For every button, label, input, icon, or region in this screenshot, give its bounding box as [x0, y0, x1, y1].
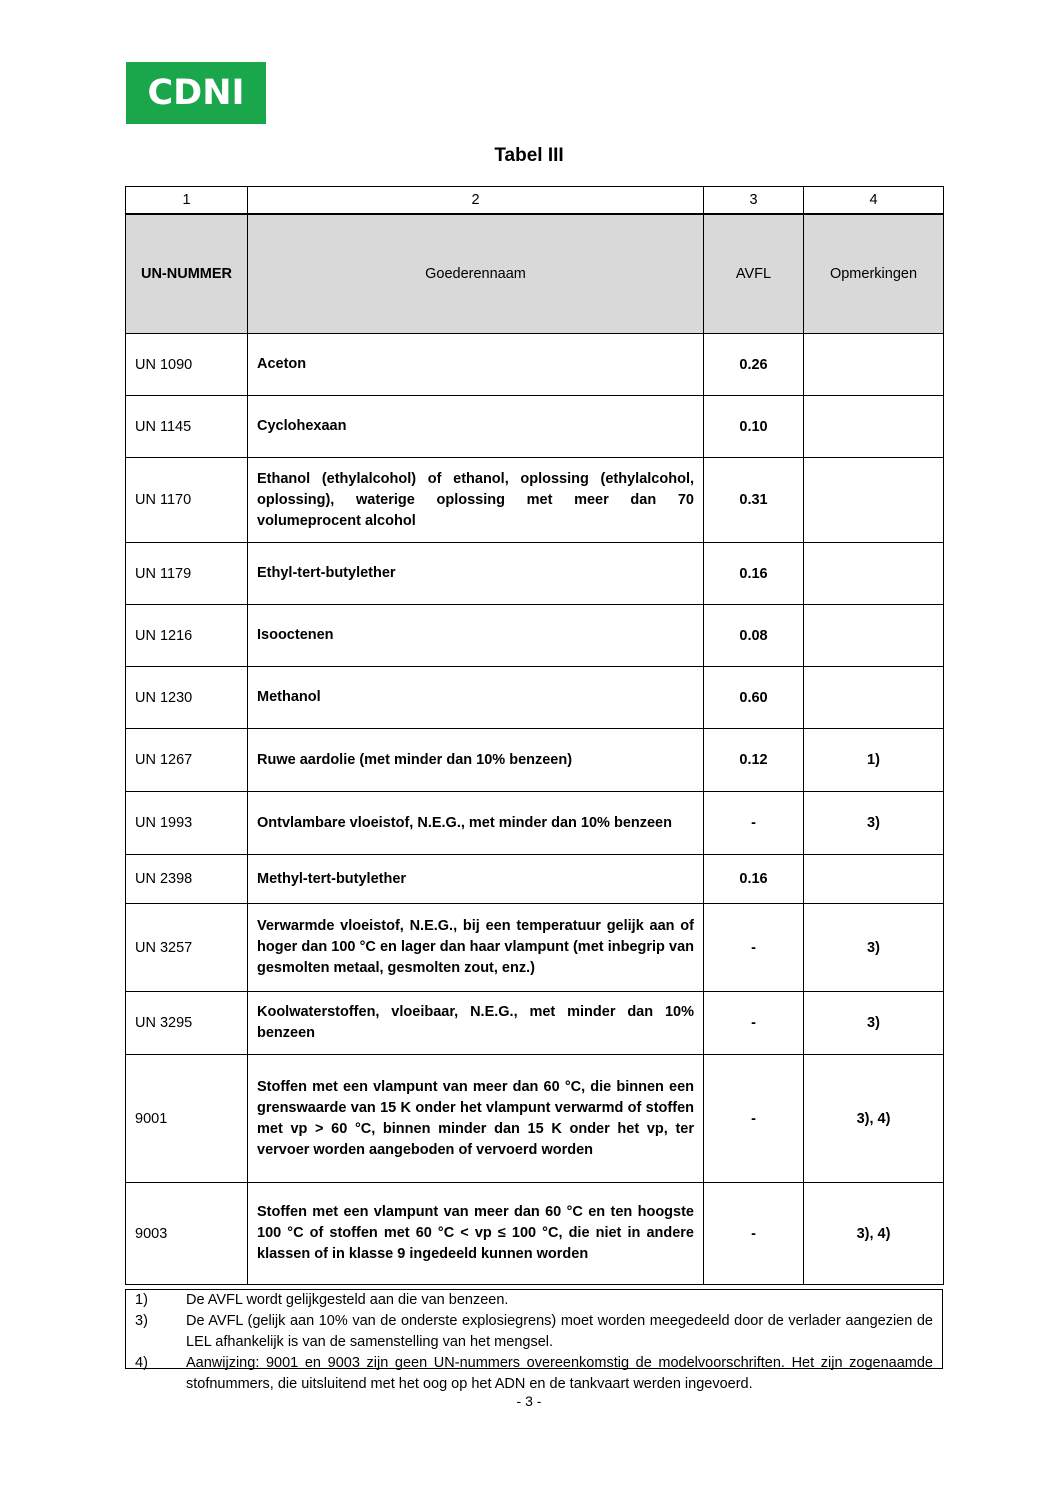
column-number: 4 [804, 187, 944, 215]
opmerkingen-cell [804, 396, 944, 458]
avfl-cell: - [704, 992, 804, 1055]
avfl-cell: - [704, 1055, 804, 1183]
avfl-cell: 0.60 [704, 667, 804, 729]
page-number: - 3 - [516, 1393, 542, 1409]
opmerkingen-cell [804, 667, 944, 729]
header-avfl: AVFL [704, 214, 804, 334]
opmerkingen-cell: 3) [804, 992, 944, 1055]
un-number-cell: UN 1170 [126, 458, 248, 543]
un-number-cell: UN 1216 [126, 605, 248, 667]
un-number-cell: UN 2398 [126, 855, 248, 904]
opmerkingen-cell [804, 543, 944, 605]
avfl-cell: - [704, 904, 804, 992]
avfl-cell: 0.10 [704, 396, 804, 458]
un-number-cell: 9001 [126, 1055, 248, 1183]
table-title: Tabel III [494, 145, 564, 166]
un-number-cell: UN 1179 [126, 543, 248, 605]
header-opmerkingen: Opmerkingen [804, 214, 944, 334]
opmerkingen-cell: 3) [804, 904, 944, 992]
un-number-cell: UN 3295 [126, 992, 248, 1055]
footnote-text: Aanwijzing: 9001 en 9003 zijn geen UN-nummers overeenkomstig de modelvoorschriften. Het zijn zogenaamde stofnummers, die uitsluitend met het oog op het ADN en de tankvaart werden ingevoerd. [186, 1355, 933, 1392]
goederennaam-cell: Ethyl-tert-butylether [248, 543, 704, 605]
footnote [126, 1290, 942, 1311]
footnote-number: 3) [135, 1313, 148, 1329]
goederennaam-cell: Koolwaterstoffen, vloeibaar, N.E.G., met minder dan 10% benzeen [248, 992, 704, 1055]
table-row [126, 1183, 944, 1285]
avfl-cell: 0.16 [704, 855, 804, 904]
footnote-text: De AVFL wordt gelijkgesteld aan die van benzeen. [186, 1292, 509, 1308]
column-number: 1 [126, 187, 248, 215]
goederennaam-cell: Ruwe aardolie (met minder dan 10% benzeen) [248, 729, 704, 792]
table-row [126, 458, 944, 543]
goederennaam-cell: Ontvlambare vloeistof, N.E.G., met minder dan 10% benzeen [248, 792, 704, 855]
column-number: 2 [248, 187, 704, 215]
opmerkingen-cell [804, 855, 944, 904]
goederennaam-cell: Verwarmde vloeistof, N.E.G., bij een temperatuur gelijk aan of hoger dan 100 °C en lager dan haar vlampunt (met inbegrip van gesmolten metaal, gesmolten zout, enz.) [248, 904, 704, 992]
opmerkingen-cell [804, 458, 944, 543]
opmerkingen-cell: 3), 4) [804, 1183, 944, 1285]
table-row [126, 992, 944, 1055]
goederennaam-cell: Stoffen met een vlampunt van meer dan 60 °C en ten hoogste 100 °C of stoffen met 60 °C < vp ≤ 100 °C, die niet in andere klassen of in klasse 9 ingedeeld kunnen worden [248, 1183, 704, 1285]
header-row [126, 214, 944, 334]
substance-table [125, 186, 944, 1285]
table-row [126, 667, 944, 729]
table-row [126, 334, 944, 396]
footnote-number: 1) [135, 1292, 148, 1308]
opmerkingen-cell: 1) [804, 729, 944, 792]
footnote-text: De AVFL (gelijk aan 10% van de onderste explosiegrens) moet worden meegedeeld door de verlader aangezien de LEL afhankelijk is van de samenstelling van het mengsel. [186, 1313, 933, 1350]
un-number-cell: UN 3257 [126, 904, 248, 992]
un-number-cell: UN 1230 [126, 667, 248, 729]
goederennaam-cell: Aceton [248, 334, 704, 396]
un-number-cell: UN 1145 [126, 396, 248, 458]
header-un-nummer: UN-NUMMER [126, 214, 248, 334]
footnote [126, 1311, 942, 1353]
footnote [126, 1353, 942, 1395]
footnotes [125, 1289, 943, 1392]
cdni-logo [126, 62, 266, 124]
avfl-cell: 0.31 [704, 458, 804, 543]
table-row [126, 1055, 944, 1183]
avfl-cell: 0.08 [704, 605, 804, 667]
avfl-cell: - [704, 1183, 804, 1285]
table-row [126, 792, 944, 855]
table-row [126, 543, 944, 605]
column-number-row [126, 187, 944, 215]
opmerkingen-cell: 3) [804, 792, 944, 855]
opmerkingen-cell [804, 334, 944, 396]
column-number: 3 [704, 187, 804, 215]
goederennaam-cell: Isooctenen [248, 605, 704, 667]
table-row [126, 396, 944, 458]
opmerkingen-cell: 3), 4) [804, 1055, 944, 1183]
goederennaam-cell: Cyclohexaan [248, 396, 704, 458]
table-row [126, 904, 944, 992]
goederennaam-cell: Ethanol (ethylalcohol) of ethanol, oplossing (ethylalcohol, oplossing), waterige oplossing met meer dan 70 volumeprocent alcohol [248, 458, 704, 543]
header-goederennaam: Goederennaam [248, 214, 704, 334]
goederennaam-cell: Stoffen met een vlampunt van meer dan 60 °C, die binnen een grenswaarde van 15 K onder het vlampunt verwarmd of stoffen met vp > 60 °C, binnen minder dan 15 K onder het vp, ter vervoer worden aangeboden of vervoerd worden [248, 1055, 704, 1183]
goederennaam-cell: Methyl-tert-butylether [248, 855, 704, 904]
logo-text: CDNI [147, 73, 245, 113]
avfl-cell: 0.12 [704, 729, 804, 792]
un-number-cell: UN 1993 [126, 792, 248, 855]
footnote-number: 4) [135, 1355, 148, 1371]
un-number-cell: 9003 [126, 1183, 248, 1285]
table-row [126, 855, 944, 904]
avfl-cell: 0.16 [704, 543, 804, 605]
avfl-cell: - [704, 792, 804, 855]
goederennaam-cell: Methanol [248, 667, 704, 729]
avfl-cell: 0.26 [704, 334, 804, 396]
table-row [126, 605, 944, 667]
un-number-cell: UN 1267 [126, 729, 248, 792]
opmerkingen-cell [804, 605, 944, 667]
table-row [126, 729, 944, 792]
un-number-cell: UN 1090 [126, 334, 248, 396]
